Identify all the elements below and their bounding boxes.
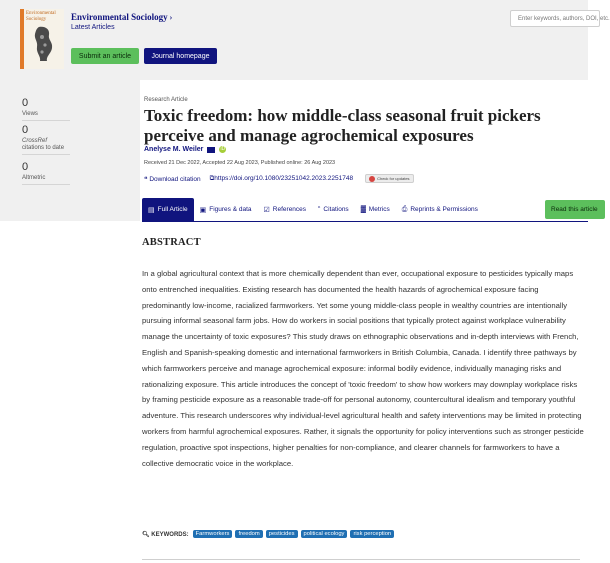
tab-divider	[142, 221, 588, 222]
tab-label: Reprints & Permissions	[410, 206, 478, 213]
views-label: Views	[22, 111, 38, 117]
keyword-tag[interactable]: freedom	[235, 530, 262, 538]
book-icon: ☑	[263, 206, 270, 214]
author-row	[144, 146, 226, 153]
key-icon: 🔍︎	[142, 531, 150, 538]
tab-label: References	[272, 206, 307, 213]
download-citation-label: Download citation	[149, 175, 201, 183]
tab-references[interactable]	[258, 198, 313, 221]
metrics-panel	[0, 80, 140, 221]
article-title-line2: perceive and manage agrochemical exposures	[144, 126, 474, 145]
updates-label: Check for updates	[377, 176, 410, 181]
cover-figure-icon	[31, 25, 57, 63]
keyword-tag[interactable]: Farmworkers	[193, 530, 233, 538]
keywords-label	[142, 531, 189, 538]
journal-cover-image[interactable]	[20, 9, 64, 69]
views-count: 0	[22, 97, 29, 109]
crossref-count: 0	[22, 124, 29, 136]
keyword-tag[interactable]: risk perception	[350, 530, 394, 538]
tab-label: Metrics	[368, 206, 390, 213]
journal-name-link[interactable]	[71, 12, 172, 22]
metric-views	[22, 97, 70, 121]
keyword-tag[interactable]: political ecology	[301, 530, 348, 538]
journal-homepage-button[interactable]: Journal homepage	[144, 48, 217, 64]
metric-crossref[interactable]	[22, 124, 70, 155]
keyword-tag[interactable]: pesticides	[266, 530, 298, 538]
abstract-heading: ABSTRACT	[142, 237, 201, 248]
tab-label: Figures & data	[209, 206, 252, 213]
site-header	[0, 0, 610, 80]
altmetric-count: 0	[22, 161, 29, 173]
altmetric-label: Altmetric	[22, 175, 46, 181]
quote-icon: ❝	[144, 175, 148, 183]
tab-reprints-permissions[interactable]	[396, 198, 484, 221]
read-article-button[interactable]: Read this article	[545, 200, 605, 219]
orcid-icon[interactable]: iD	[220, 146, 226, 152]
external-link-icon: ⧉	[209, 174, 215, 182]
publication-dates: Received 21 Dec 2022, Accepted 22 Aug 2023, Published online: 26 Aug 2023	[144, 160, 336, 166]
search-input[interactable]: Enter keywords, authors, DOI, etc.	[510, 10, 600, 27]
check-for-updates-badge[interactable]	[365, 174, 413, 183]
citation-row	[144, 174, 414, 183]
tab-metrics[interactable]	[355, 198, 396, 221]
tab-figures-data[interactable]	[194, 198, 258, 221]
crossref-label	[22, 138, 70, 154]
section-divider	[142, 559, 580, 560]
chevron-right-icon: ›	[169, 13, 173, 22]
metric-altmetric[interactable]	[22, 161, 70, 185]
email-icon[interactable]	[207, 147, 215, 153]
keywords-label-text: KEYWORDS:	[151, 531, 189, 538]
quote-icon: “	[318, 206, 321, 213]
article-type: Research Article	[144, 97, 188, 103]
crossref-label-text: citations to date	[22, 145, 65, 151]
tab-label: Citations	[323, 206, 349, 213]
tab-citations[interactable]	[312, 198, 355, 221]
updates-icon	[369, 176, 375, 182]
submit-article-button[interactable]: Submit an article	[71, 48, 139, 64]
latest-articles-link[interactable]: Latest Articles	[71, 24, 115, 31]
doi-text: https://doi.org/10.1080/23251042.2023.2251748	[214, 174, 354, 182]
doi-link[interactable]	[210, 175, 353, 183]
bar-chart-icon: ▓	[360, 206, 366, 213]
keywords-row	[142, 530, 394, 538]
author-link[interactable]: Anelyse M. Weiler	[144, 146, 204, 153]
document-icon: ▤	[148, 206, 155, 214]
tab-full-article[interactable]	[142, 198, 194, 221]
journal-name: Environmental Sociology	[71, 12, 168, 22]
article-title-line1: Toxic freedom: how middle-class seasonal fruit pickers	[144, 106, 541, 125]
article-title	[144, 106, 594, 146]
image-icon: ▣	[199, 206, 207, 214]
tab-label: Full Article	[157, 206, 188, 213]
cover-title: Environmental Sociology	[26, 11, 56, 22]
download-citation-link[interactable]	[144, 175, 201, 183]
article-tabs	[142, 198, 484, 221]
print-icon: ⎙	[401, 205, 408, 213]
crossref-label-brand: CrossRef	[22, 138, 48, 144]
abstract-text: In a global agricultural context that is more chemically dependent than ever, occupational exposure to pesticides typically maps onto entrenched inequalities. Existing research has documented the health hazards of agrochemical exposure facing predominantly low-income, racialized farmworkers. Yet some young middle-class people in wealthy countries are intentionally pursuing informal seasonal farm jobs. How do workers in social positions that typically protect against workplace vulnerability manage the uncertainty of toxic exposures? This study draws on ethnographic observations and in-depth interviews with French, English and Spanish-speaking domestic and international farmworkers in British Columbia, Canada. I identify three pathways by which farmworkers perceive and manage agrochemical exposure: informal bodily evidence, individually managing risks and rationalizing exposure. This article introduces the concept of 'toxic freedom' to show how workers may downplay workplace risks by framing pesticide exposure as a reasonable trade-off for personal autonomy, countercultural idealism and temporary youthful adventure. This research underscores why individual-level agricultural health and safety interventions may be limited in protecting workers from harmful agrochemical exposures. Rather, it signals the opportunity for policy interventions such as stronger pesticide regulation, proactive spot inspections, higher penalties for non-compliance, and clearer channels for farmworkers to have a collective democratic voice in the workplace.	[142, 269, 584, 468]
